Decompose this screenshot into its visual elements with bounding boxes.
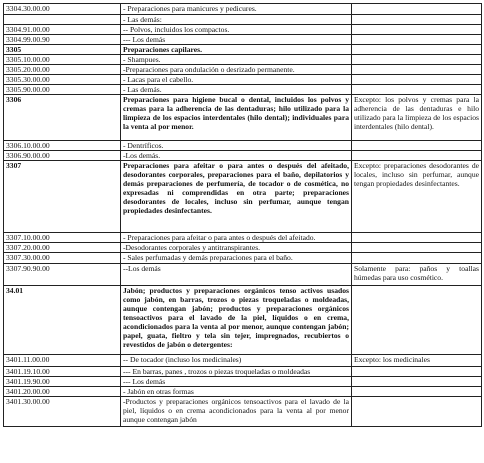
table-row bbox=[4, 55, 482, 65]
tariff-code-cell: 3307 bbox=[4, 161, 121, 233]
exception-note-cell bbox=[352, 65, 482, 75]
table-row bbox=[4, 85, 482, 95]
table-row bbox=[4, 161, 482, 233]
description-cell: -Preparaciones para ondulación o desrizado permanente. bbox=[121, 65, 352, 75]
table-row bbox=[4, 264, 482, 286]
tariff-code-cell bbox=[4, 15, 121, 25]
description-cell: - Preparaciones para manicures y pedicures. bbox=[121, 4, 352, 15]
tariff-code-cell: 34.01 bbox=[4, 286, 121, 355]
tariff-code-cell: 3305.20.00.00 bbox=[4, 65, 121, 75]
table-row bbox=[4, 25, 482, 35]
table-row bbox=[4, 95, 482, 141]
tariff-code-cell: 3304.91.00.00 bbox=[4, 25, 121, 35]
exception-note-cell bbox=[352, 15, 482, 25]
exception-note-cell bbox=[352, 253, 482, 264]
table-row bbox=[4, 15, 482, 25]
description-cell: -Desodorantes corporales y antitranspirantes. bbox=[121, 243, 352, 253]
exception-note-cell bbox=[352, 233, 482, 243]
description-cell: -- Polvos, incluidos los compactos. bbox=[121, 25, 352, 35]
table-row bbox=[4, 4, 482, 15]
table-row bbox=[4, 387, 482, 397]
table-row bbox=[4, 233, 482, 243]
exception-note-cell bbox=[352, 367, 482, 377]
description-cell: - Sales perfumadas y demás preparaciones para el baño. bbox=[121, 253, 352, 264]
tariff-table-body bbox=[4, 4, 482, 427]
tariff-code-cell: 3401.20.00.00 bbox=[4, 387, 121, 397]
description-cell: -Los demás. bbox=[121, 151, 352, 161]
table-row bbox=[4, 65, 482, 75]
exception-note-cell bbox=[352, 377, 482, 387]
tariff-code-cell: 3305.30.00.00 bbox=[4, 75, 121, 85]
exception-note-cell: Excepto: los medicinales bbox=[352, 355, 482, 367]
table-row bbox=[4, 243, 482, 253]
table-row bbox=[4, 141, 482, 151]
description-cell: --- En barras, panes , trozos o piezas troqueladas o moldeadas bbox=[121, 367, 352, 377]
table-row bbox=[4, 253, 482, 264]
description-cell: - Dentríficos. bbox=[121, 141, 352, 151]
tariff-code-cell: 3307.90.90.00 bbox=[4, 264, 121, 286]
tariff-code-cell: 3401.30.00.00 bbox=[4, 397, 121, 427]
tariff-code-cell: 3306 bbox=[4, 95, 121, 141]
description-cell: - Lacas para el cabello. bbox=[121, 75, 352, 85]
description-cell: - Las demás. bbox=[121, 85, 352, 95]
table-row bbox=[4, 75, 482, 85]
description-cell: - Las demás: bbox=[121, 15, 352, 25]
description-cell: Jabón; productos y preparaciones orgánicos tenso activos usados como jabón, en barras, trozos o piezas troqueladas o moldeadas, aunque contengan jabón; productos y preparaciones orgánicos tensoactivos para el lavado de la piel, líquidos o en crema, acondicionados para la venta al por menor, aunque contengan jabón; papel, guata, fieltro y tela sin tejer, impregnados, recubiertos o revestidos de jabón o detergentes: bbox=[121, 286, 352, 355]
table-row bbox=[4, 367, 482, 377]
tariff-code-cell: 3305.90.00.00 bbox=[4, 85, 121, 95]
tariff-table bbox=[3, 3, 482, 427]
tariff-code-cell: 3306.90.00.00 bbox=[4, 151, 121, 161]
tariff-code-cell: 3305.10.00.00 bbox=[4, 55, 121, 65]
table-row bbox=[4, 286, 482, 355]
description-cell: Preparaciones para higiene bucal o dental, incluidos los polvos y cremas para la adherencia de las dentaduras; hilo utilizado para la limpieza de los espacios interdentales (hilo dental); individuales para la venta al por menor. bbox=[121, 95, 352, 141]
description-cell: --- Los demás bbox=[121, 377, 352, 387]
description-cell: --Los demás bbox=[121, 264, 352, 286]
exception-note-cell bbox=[352, 387, 482, 397]
exception-note-cell: Solamente para: paños y toallas húmedas para uso cosmético. bbox=[352, 264, 482, 286]
exception-note-cell bbox=[352, 85, 482, 95]
exception-note-cell: Excepto: preparaciones desodorantes de locales, incluso sin perfumar, aunque tengan propiedades desinfectantes. bbox=[352, 161, 482, 233]
tariff-code-cell: 3307.30.00.00 bbox=[4, 253, 121, 264]
exception-note-cell bbox=[352, 45, 482, 55]
tariff-code-cell: 3401.11.00.00 bbox=[4, 355, 121, 367]
tariff-code-cell: 3307.20.00.00 bbox=[4, 243, 121, 253]
description-cell: - Shampues. bbox=[121, 55, 352, 65]
tariff-code-cell: 3401.19.90.00 bbox=[4, 377, 121, 387]
exception-note-cell bbox=[352, 55, 482, 65]
exception-note-cell bbox=[352, 141, 482, 151]
table-row bbox=[4, 35, 482, 45]
exception-note-cell bbox=[352, 151, 482, 161]
exception-note-cell bbox=[352, 25, 482, 35]
exception-note-cell bbox=[352, 286, 482, 355]
tariff-code-cell: 3306.10.00.00 bbox=[4, 141, 121, 151]
exception-note-cell: Excepto: los polvos y cremas para la adherencia de las dentaduras e hilo utilizado para la limpieza de los espacios interdentales (hilo dental). bbox=[352, 95, 482, 141]
description-cell: Preparaciones para afeitar o para antes o después del afeitado, desodorantes corporales, preparaciones para el baño, depilatorios y demás preparaciones de perfumería, de tocador o de cosmética, no expresadas ni comprendidas en otra parte; preparaciones desodorantes de locales, incluso sin perfumar, aunque tengan propiedades desinfectantes. bbox=[121, 161, 352, 233]
description-cell: -Productos y preparaciones orgánicos tensoactivos para el lavado de la piel, líquidos o en crema acondicionados para la venta al por menor aunque contengan jabón bbox=[121, 397, 352, 427]
exception-note-cell bbox=[352, 35, 482, 45]
table-row bbox=[4, 45, 482, 55]
exception-note-cell bbox=[352, 397, 482, 427]
exception-note-cell bbox=[352, 243, 482, 253]
tariff-code-cell: 3305 bbox=[4, 45, 121, 55]
description-cell: Preparaciones capilares. bbox=[121, 45, 352, 55]
tariff-code-cell: 3401.19.10.00 bbox=[4, 367, 121, 377]
table-row bbox=[4, 151, 482, 161]
exception-note-cell bbox=[352, 4, 482, 15]
tariff-code-cell: 3304.30.00.00 bbox=[4, 4, 121, 15]
table-row bbox=[4, 355, 482, 367]
description-cell: - Jabón en otras formas bbox=[121, 387, 352, 397]
tariff-code-cell: 3307.10.00.00 bbox=[4, 233, 121, 243]
description-cell: --- Los demás bbox=[121, 35, 352, 45]
table-row bbox=[4, 377, 482, 387]
tariff-code-cell: 3304.99.00.90 bbox=[4, 35, 121, 45]
description-cell: -- De tocador (incluso los medicinales) bbox=[121, 355, 352, 367]
description-cell: - Preparaciones para afeitar o para antes o después del afeitado. bbox=[121, 233, 352, 243]
exception-note-cell bbox=[352, 75, 482, 85]
table-row bbox=[4, 397, 482, 427]
